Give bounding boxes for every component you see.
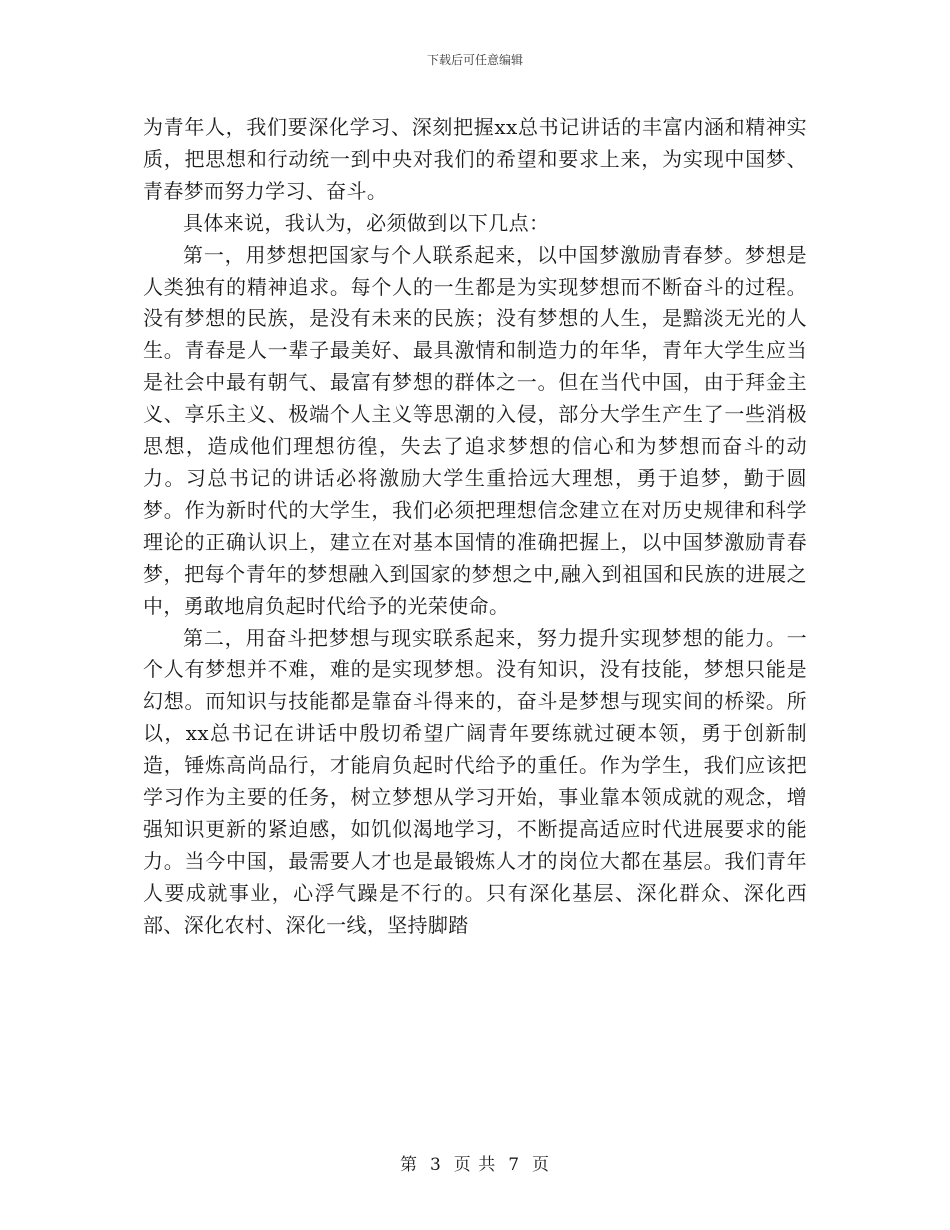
header-note: 下载后可任意编辑: [426, 53, 523, 67]
document-body: [143, 112, 807, 942]
paragraph-continuation: 为青年人，我们要深化学习、深刻把握xx总书记讲话的丰富内涵和精神实质，把思想和行动统一到中央对我们的希望和要求上来，为实现中国梦、青春梦而努力学习、奋斗。: [143, 115, 807, 203]
paragraph-point-one: 第一，用梦想把国家与个人联系起来，以中国梦激励青春梦。梦想是人类独有的精神追求。每个人的一生都是为实现梦想而不断奋斗的过程。没有梦想的民族，是没有未来的民族；没有梦想的人生，是黯淡无光的人生。青春是人一辈子最美好、最具激情和制造力的年华，青年大学生应当是社会中最有朝气、最富有梦想的群体之一。但在当代中国，由于拜金主义、享乐主义、极端个人主义等思潮的入侵，部分大学生产生了一些消极思想，造成他们理想彷徨，失去了追求梦想的信心和为梦想而奋斗的动力。习总书记的讲话必将激励大学生重拾远大理想，勇于追梦，勤于圆梦。作为新时代的大学生，我们必须把理想信念建立在对历史规律和科学理论的正确认识上，建立在对基本国情的准确把握上，以中国梦激励青春梦，把每个青年的梦想融入到国家的梦想之中,融入到祖国和民族的进展之中，勇敢地肩负起时代给予的光荣使命。: [143, 242, 807, 618]
paragraph-point-two: 第二，用奋斗把梦想与现实联系起来，努力提升实现梦想的能力。一个人有梦想并不难，难的是实现梦想。没有知识，没有技能，梦想只能是幻想。而知识与技能都是靠奋斗得来的，奋斗是梦想与现实间的桥梁。所以，xx总书记在讲话中殷切希望广阔青年要练就过硬本领，勇于创新制造，锤炼高尚品行，才能肩负起时代给予的重任。作为学生，我们应该把学习作为主要的任务，树立梦想从学习开始，事业靠本领成就的观念，增强知识更新的紧迫感，如饥似渴地学习，不断提高适应时代进展要求的能力。当今中国，最需要人才也是最锻炼人才的岗位大都在基层。我们青年人要成就事业，心浮气躁是不行的。只有深化基层、深化群众、深化西部、深化农村、深化一线，坚持脚踏: [143, 625, 807, 937]
footer-label-end: 页: [532, 1155, 551, 1175]
paragraph-intro: 具体来说，我认为，必须做到以下几点：: [183, 210, 550, 235]
page-footer: [0, 1154, 950, 1176]
footer-label-of: 页 共: [453, 1155, 497, 1175]
footer-current-page: 3: [429, 1155, 442, 1175]
footer-label-page: 第: [399, 1155, 418, 1175]
page-header: [0, 52, 950, 68]
footer-total-pages: 7: [508, 1155, 521, 1175]
